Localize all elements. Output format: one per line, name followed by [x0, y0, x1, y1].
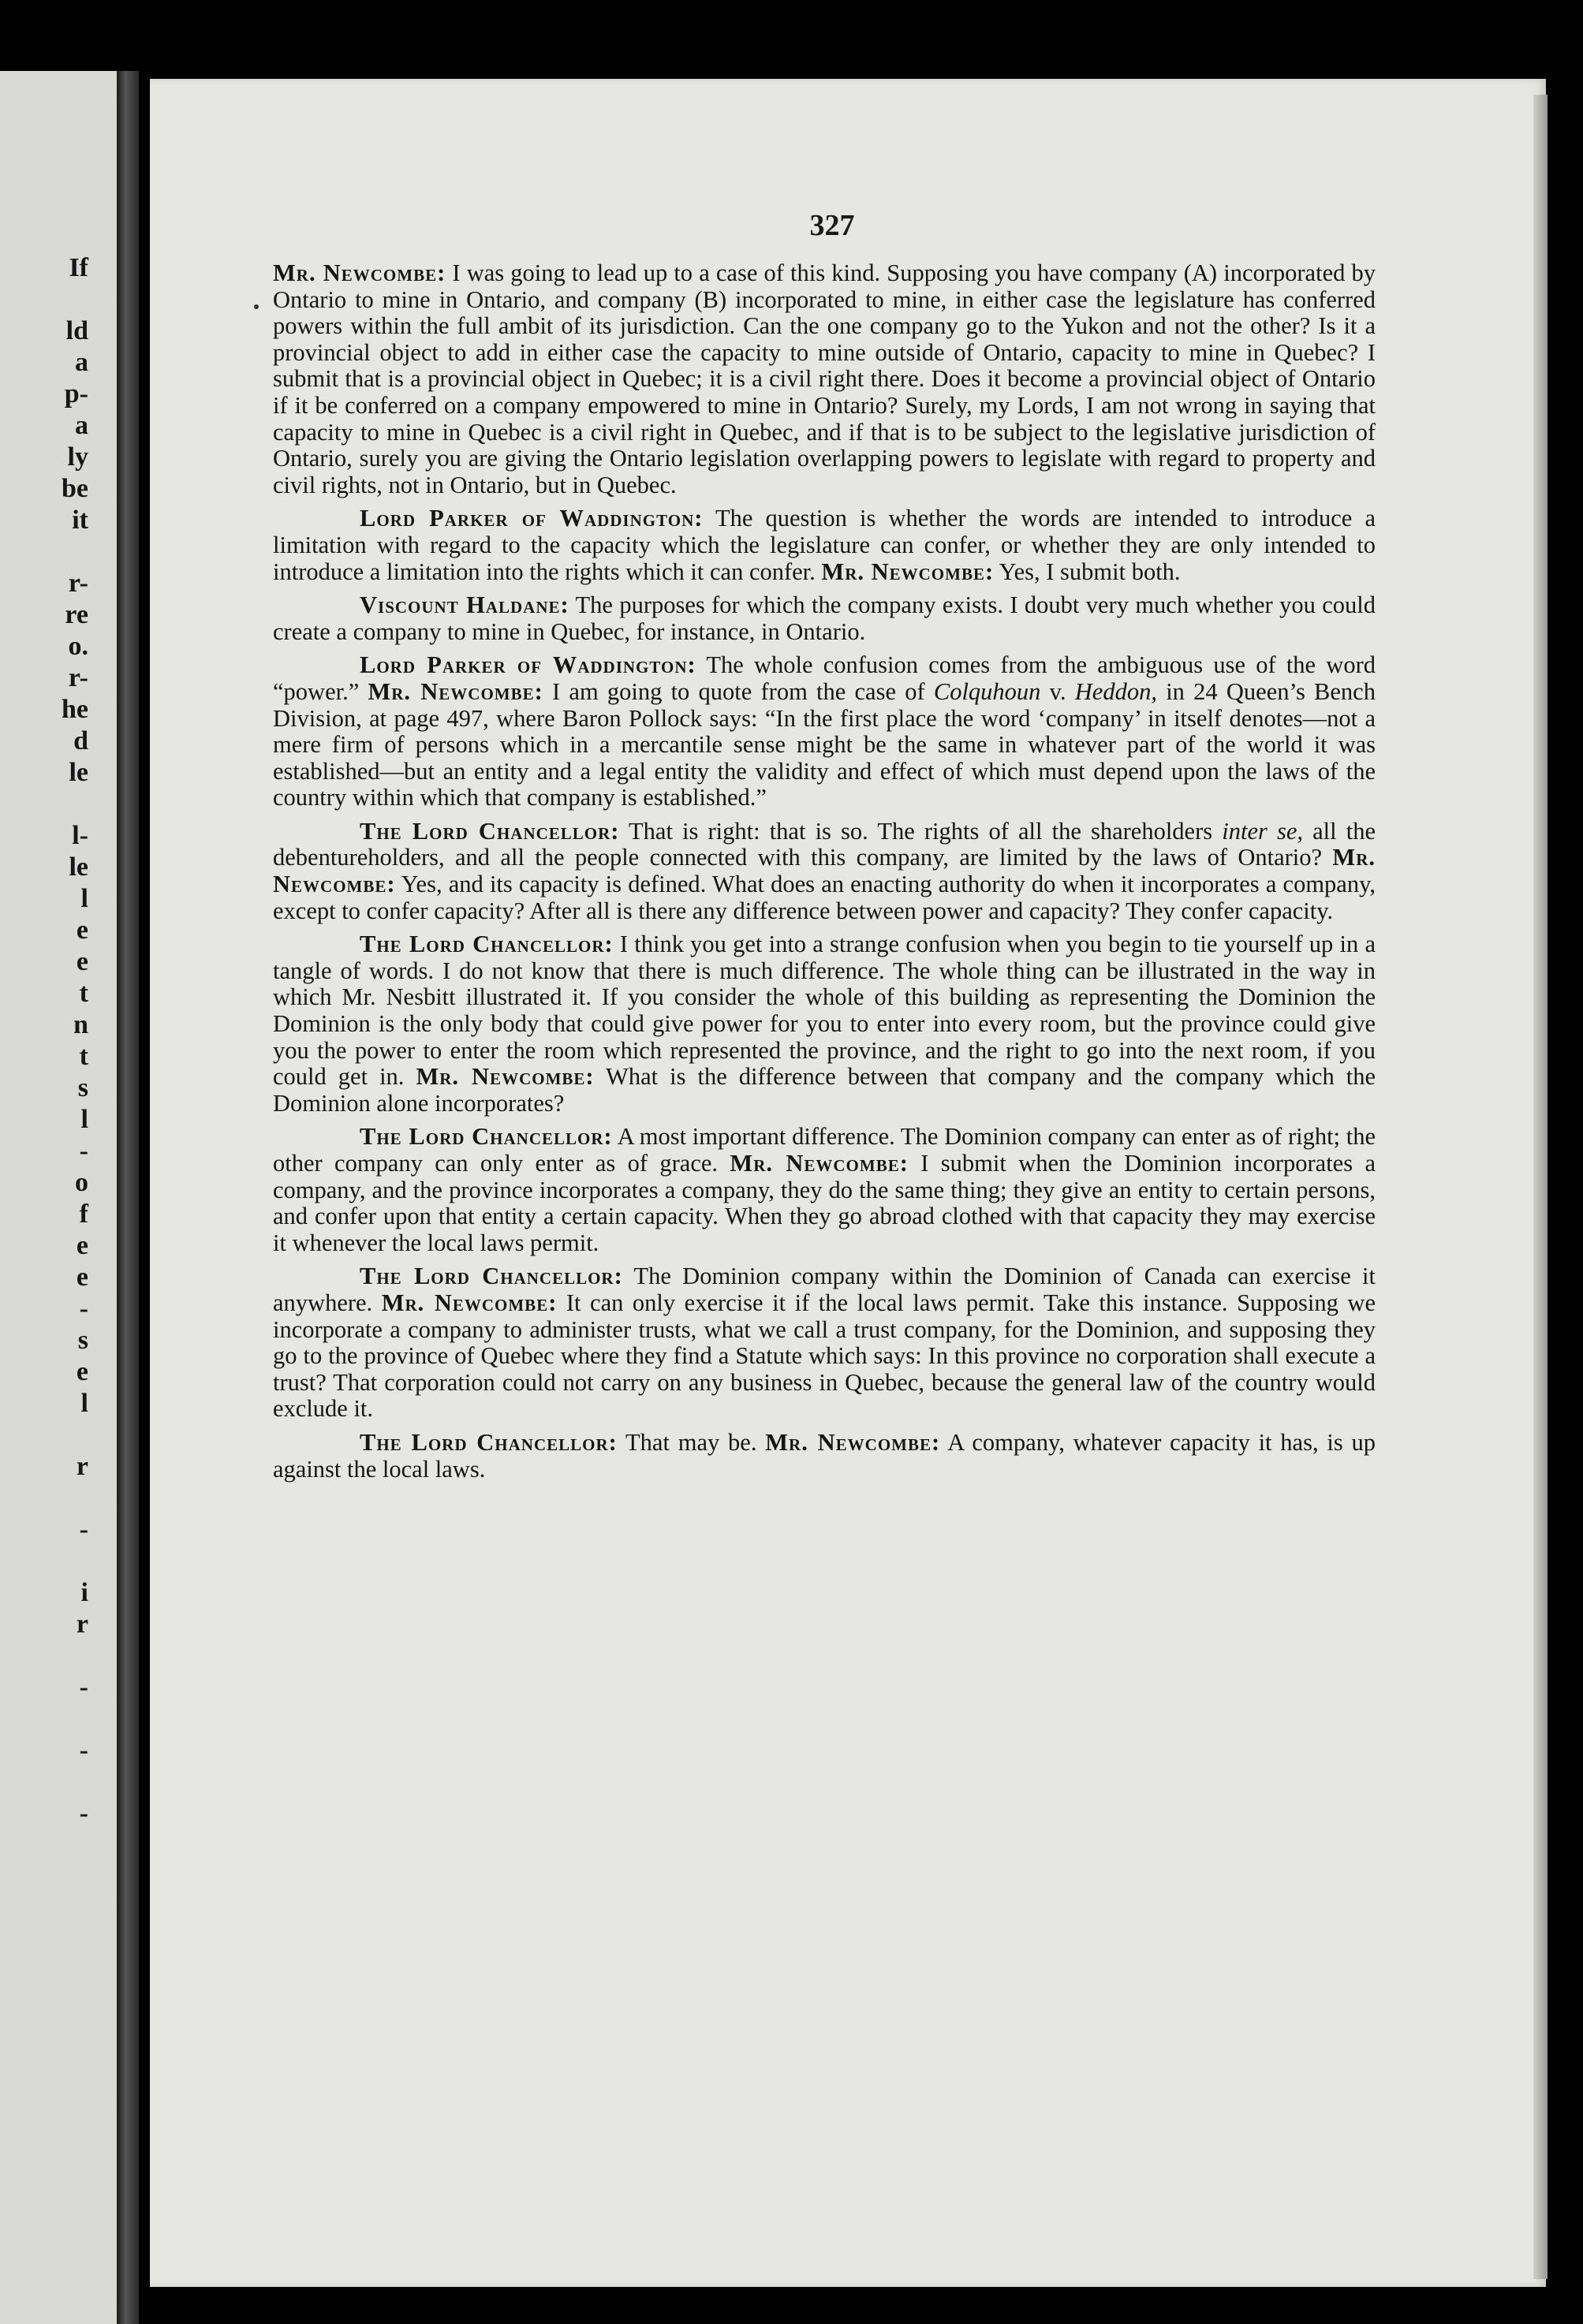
speaker-name: Viscount Haldane: [360, 591, 569, 619]
margin-mark [254, 304, 259, 309]
edge-fragment: f [79, 1199, 88, 1229]
edge-fragment: l [80, 884, 88, 913]
paragraph-p5 [273, 819, 1376, 924]
paragraph-p9 [273, 1430, 1376, 1483]
speech-text: I was going to lead up to a case of this kind. Supposing you have company (A) incorporated by Ontario to mine in Ontario, and company (B) incorporated to mine, in either case the legislature has conferred powers within the full ambit of its jurisdiction. Can the one company go to the Yukon and not the other? Is it a provincial object to add in either case the capacity to mine outside of Ontario, capacity to mine in Quebec? I submit that is a provincial object in Quebec; it is a civil right there. Does it become a provincial object of Ontario if it be conferred on a company empowered to mine in Ontario? Surely, my Lords, I am not wrong in saying that capacity to mine in Quebec is a civil right in Quebec, and if that is to be subject to the legislative jurisdiction of Ontario, surely you are giving the Ontario legislation overlapping powers to legislate with regard to property and civil rights, not in Ontario, but in Quebec. [273, 259, 1376, 498]
paragraph-p3 [273, 592, 1376, 645]
speaker-name: Mr. Newcombe: [730, 1150, 909, 1177]
speech-text: That may be. [617, 1428, 766, 1456]
book-gutter [117, 71, 139, 2324]
edge-fragment: a [75, 348, 88, 377]
edge-fragment: r- [68, 569, 88, 598]
left-page-edge [0, 71, 126, 2324]
page-number: 327 [809, 209, 855, 242]
edge-fragment: p- [64, 379, 88, 408]
edge-fragment: be [62, 474, 88, 503]
edge-fragment [57, 1640, 88, 1672]
speech-text: I think you get into a strange confusion when you begin to tie yourself up in a tangle of words. I do not know that there is much difference. The whole thing can be illustrated in the way in which Mr. Nesbitt illustrated it. If you consider the whole of this building as representing the Dominion the Dominion is the only body that could give power for you to enter into every room, but the province could give you the power to enter the room which represented the province, and the right to go into the next room, if you could get in. [273, 931, 1376, 1091]
edge-fragment: ly [67, 442, 88, 472]
page-body-text [273, 260, 1376, 1490]
paragraph-p8 [273, 1263, 1376, 1423]
edge-fragment: n [73, 1010, 88, 1039]
edge-fragment: le [69, 758, 88, 787]
edge-fragment: e [76, 916, 88, 945]
speech-text: I am going to quote from the case of [543, 677, 934, 705]
edge-fragment: e [76, 1357, 88, 1386]
edge-fragment: a [75, 411, 88, 440]
speech-text: A most important difference. The Dominion company can enter as of right; the other company can only enter as of grace. [273, 1123, 1376, 1177]
edge-fragment: r [76, 1610, 88, 1639]
speech-text: The question is whether the words are intended to introduce a limitation with regard to the capacity which the legislature can confer, or whether they are only intended to introduce a limitation into the rights which it can confer. [273, 505, 1376, 585]
edge-fragment: o [75, 1168, 88, 1197]
paragraph-p4 [273, 652, 1376, 811]
paragraph-p1 [273, 260, 1376, 498]
speaker-name: Mr. Newcombe: [416, 1063, 595, 1091]
edge-fragment: l- [72, 821, 88, 850]
edge-fragment: e [76, 1263, 88, 1292]
paragraph-p2 [273, 505, 1376, 585]
speaker-name: The Lord Chancellor: [360, 1428, 618, 1456]
paragraph-p6 [273, 931, 1376, 1117]
case-name-italic: Heddon, [1074, 677, 1157, 705]
edge-fragment [57, 536, 88, 568]
speech-text: all the debentureholders, and all the people connected with this company, are limited by the laws of Ontario? [273, 817, 1376, 871]
edge-fragment: If [69, 253, 88, 282]
edge-fragment: - [79, 1799, 88, 1828]
speaker-name: Lord Parker of Waddington: [360, 651, 696, 679]
edge-fragment: s [77, 1073, 88, 1102]
speech-text: Yes, I submit both. [994, 558, 1181, 585]
speech-text: The purposes for which the company exists. I doubt very much whether you could create a company to mine in Quebec, for instance, in Ontario. [273, 591, 1376, 645]
edge-fragment: ld [65, 316, 88, 345]
speaker-name: Mr. Newcombe: [273, 844, 1376, 898]
speaker-name: Mr. Newcombe: [381, 1289, 558, 1316]
speech-text: What is the difference between that company and the company which the Dominion alone incorporates? [273, 1063, 1376, 1117]
edge-fragment: it [72, 505, 88, 535]
edge-fragment: re [65, 600, 88, 629]
edge-fragment: i [80, 1578, 88, 1607]
edge-fragment: - [79, 1515, 88, 1544]
speaker-name: The Lord Chancellor: [360, 1263, 623, 1290]
page-edge-shadow [1533, 95, 1548, 2279]
edge-fragment [57, 1483, 88, 1514]
edge-fragment [57, 1546, 88, 1577]
edge-fragment [57, 789, 88, 820]
edge-fragment: - [79, 1736, 88, 1765]
edge-fragment: o. [68, 632, 88, 661]
speech-text: It can only exercise it if the local laws permit. Take this instance. Supposing we incorporate a company to administer trusts, what we call a trust company, for the Dominion, and supposing they go to the province of Quebec where they find a Statute which says: In this province no corporation shall execute a trust? That corporation could not carry on any business in Quebec, because the general law of the country would exclude it. [273, 1289, 1376, 1423]
edge-fragment: e [76, 947, 88, 976]
edge-fragment: t [79, 1042, 88, 1071]
edge-fragment: - [79, 1294, 88, 1323]
edge-fragment: l [80, 1389, 88, 1418]
edge-fragment [57, 1766, 88, 1798]
paragraph-p7 [273, 1124, 1376, 1256]
edge-fragment [57, 1703, 88, 1735]
edge-fragment: he [62, 695, 88, 724]
speaker-name: The Lord Chancellor: [360, 817, 620, 845]
edge-fragment: r- [68, 663, 88, 692]
case-name-italic: inter se, [1222, 817, 1304, 845]
edge-fragment [57, 1419, 88, 1451]
case-name-italic: Colquhoun [933, 677, 1041, 705]
speech-text: The Dominion company within the Dominion of Canada can exercise it anywhere. [273, 1263, 1376, 1316]
speech-text: v. [1040, 677, 1075, 705]
speech-text: I submit when the Dominion incorporates a company, and the province incorporates a company, they do the same thing; they give an entity to certain persons, and confer upon that entity a certain capacity. When they go abroad clothed with that capacity they may exercise it whenever the local laws permit. [273, 1150, 1376, 1256]
edge-fragment: r [76, 1452, 88, 1481]
edge-fragment: l [80, 1105, 88, 1134]
edge-fragment [57, 284, 88, 315]
edge-fragment: s [77, 1326, 88, 1355]
speech-text: The whole confusion comes from the ambiguous use of the word “power.” [273, 651, 1376, 705]
speaker-name: Mr. Newcombe: [368, 677, 543, 705]
speaker-name: Mr. Newcombe: [273, 259, 446, 286]
speaker-name: Mr. Newcombe: [765, 1428, 941, 1456]
edge-fragment: t [79, 979, 88, 1008]
edge-fragment: e [76, 1231, 88, 1260]
edge-fragment: - [79, 1136, 88, 1166]
speaker-name: The Lord Chancellor: [360, 931, 614, 958]
edge-fragment: le [69, 852, 88, 882]
edge-fragment: - [79, 1673, 88, 1702]
speech-text: That is right: that is so. The rights of all the shareholders [619, 817, 1223, 845]
speech-text: in 24 Queen’s Bench Division, at page 497, where Baron Pollock says: “In the first place the word ‘company’ in itself denotes—not a mere firm of persons which in a mercantile sense might be the same in whatever part of the world it was established—but an entity and a legal entity the validity and effect of which must depend upon the laws of the country within which that company is established.” [273, 677, 1376, 811]
left-page-text-fragments [9, 252, 104, 1830]
speech-text: Yes, and its capacity is defined. What does an enacting authority do when it incorporates a company, except to confer capacity? After all is there any difference between power and capacity? They confer capacity. [273, 871, 1376, 924]
speaker-name: The Lord Chancellor: [360, 1123, 613, 1151]
speaker-name: Mr. Newcombe: [821, 558, 995, 585]
speaker-name: Lord Parker of Waddington: [360, 505, 704, 532]
speech-text: A company, whatever capacity it has, is up against the local laws. [273, 1428, 1376, 1483]
edge-fragment: d [73, 726, 88, 755]
